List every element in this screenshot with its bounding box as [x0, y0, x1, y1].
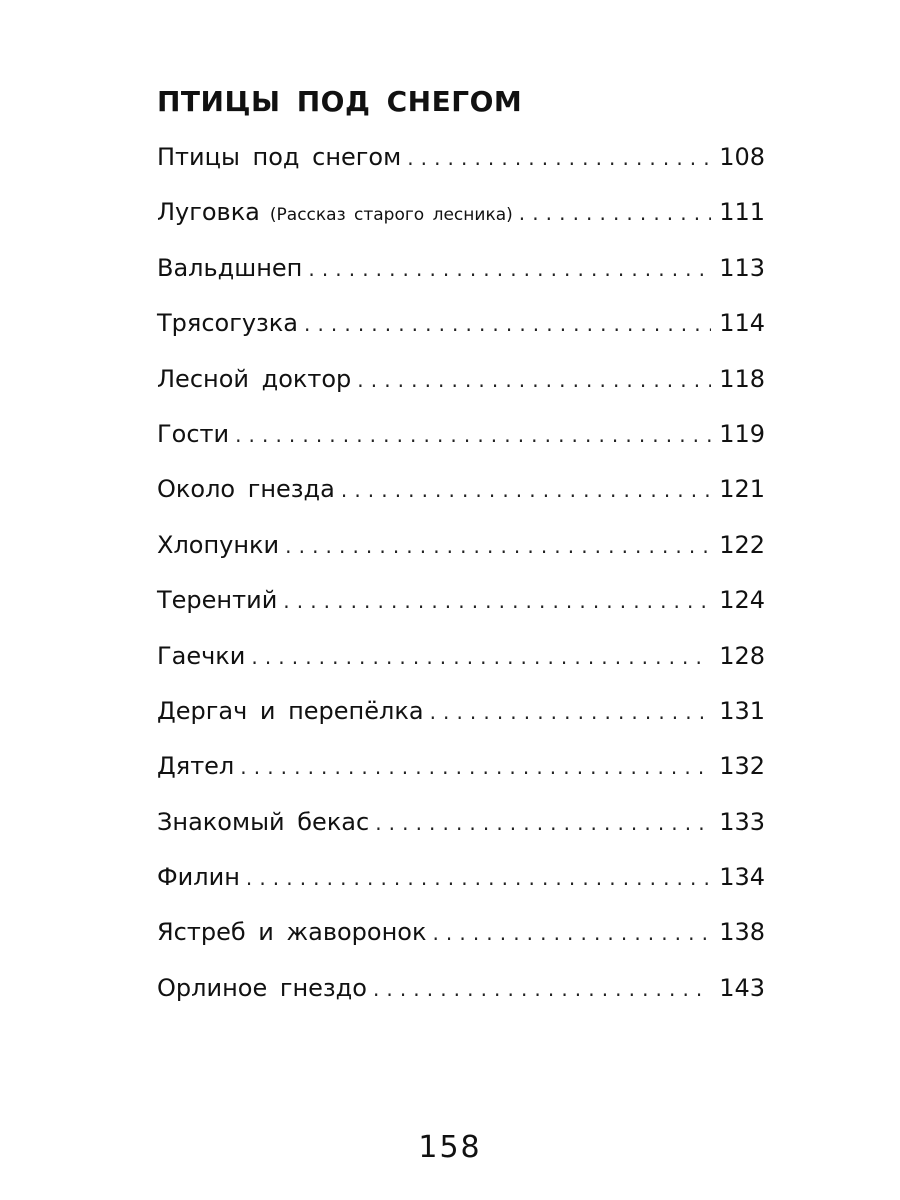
toc-entry-title: Дятел [157, 752, 235, 781]
toc-entry-page: 124 [719, 586, 765, 615]
toc-entry [157, 523, 765, 578]
toc-entry-page: 138 [719, 918, 765, 947]
toc-entry [157, 190, 765, 245]
section-title: ПТИЦЫ ПОД СНЕГОМ [157, 85, 523, 118]
toc-entry-page: 128 [719, 641, 765, 670]
toc-entry-page: 132 [719, 752, 765, 781]
toc-entry [157, 634, 765, 689]
toc-entry [157, 966, 765, 1021]
toc-leader-dots [519, 191, 711, 235]
toc-entry-page: 119 [719, 419, 765, 448]
toc-entry-page: 121 [719, 475, 765, 504]
toc-entry-page: 143 [719, 973, 765, 1002]
toc-leader-dots [308, 247, 711, 291]
toc-entry-page: 122 [719, 530, 765, 559]
toc-entry [157, 800, 765, 855]
toc-entry-page: 108 [719, 143, 765, 171]
toc-entry [157, 744, 765, 799]
toc-leader-dots [341, 468, 711, 512]
toc-leader-dots [240, 745, 711, 789]
toc-entry-title [157, 190, 513, 237]
toc-entry-title: Филин [157, 863, 240, 892]
toc-entry [157, 246, 765, 301]
page-number: 158 [418, 1130, 482, 1165]
toc-leader-dots [373, 967, 711, 1011]
toc-entry [157, 578, 765, 633]
toc-entry-page: 133 [719, 807, 765, 836]
toc-entry-note: (Рассказ старого лесника) [269, 205, 513, 226]
toc-entry [157, 301, 765, 356]
toc-leader-dots [304, 302, 711, 346]
toc-entry [157, 467, 765, 522]
toc-entry-title: Трясогузка [157, 309, 298, 338]
toc-leader-dots [251, 635, 711, 679]
toc-entry-title: Гаечки [157, 641, 246, 670]
toc-entry-title: Гости [157, 419, 230, 448]
toc-leader-dots [285, 524, 711, 568]
toc-entry [157, 412, 765, 467]
toc-entry-page: 111 [719, 198, 765, 227]
toc-entry-title: Ястреб и жаворонок [157, 918, 427, 947]
toc-entry [157, 357, 765, 412]
toc-leader-dots [283, 579, 711, 623]
toc-leader-dots [357, 358, 711, 402]
toc-entry-page: 134 [719, 863, 765, 892]
toc-leader-dots [430, 690, 712, 734]
toc-entry [157, 910, 765, 965]
toc-entry-title: Около гнезда [157, 475, 335, 504]
toc-leader-dots [432, 911, 711, 955]
toc-entry-page: 131 [719, 696, 765, 725]
toc-entry-title: Терентий [157, 586, 278, 615]
toc-entry-title: Вальдшнеп [157, 253, 303, 282]
toc-leader-dots [246, 856, 711, 900]
toc-entry-page: 118 [719, 364, 765, 393]
toc-leader-dots [407, 136, 711, 180]
toc-entry-title: Хлопунки [157, 530, 280, 559]
toc-leader-dots [235, 413, 711, 457]
toc-entry-page: 113 [719, 253, 765, 282]
toc-entry [157, 855, 765, 910]
toc-entry-title: Птицы под снегом [157, 143, 402, 171]
toc-entry [157, 689, 765, 744]
toc-entry [157, 135, 765, 190]
toc-entry-title: Орлиное гнездо [157, 973, 367, 1002]
toc-entry-title: Знакомый бекас [157, 807, 370, 836]
toc-entry-page: 114 [719, 309, 765, 338]
toc-entry-title: Дергач и перепёлка [157, 696, 424, 725]
toc-entry-title-text: Луговка [157, 198, 260, 227]
toc-entry-title: Лесной доктор [157, 364, 352, 393]
toc-leader-dots [375, 801, 711, 845]
table-of-contents [157, 135, 765, 1021]
